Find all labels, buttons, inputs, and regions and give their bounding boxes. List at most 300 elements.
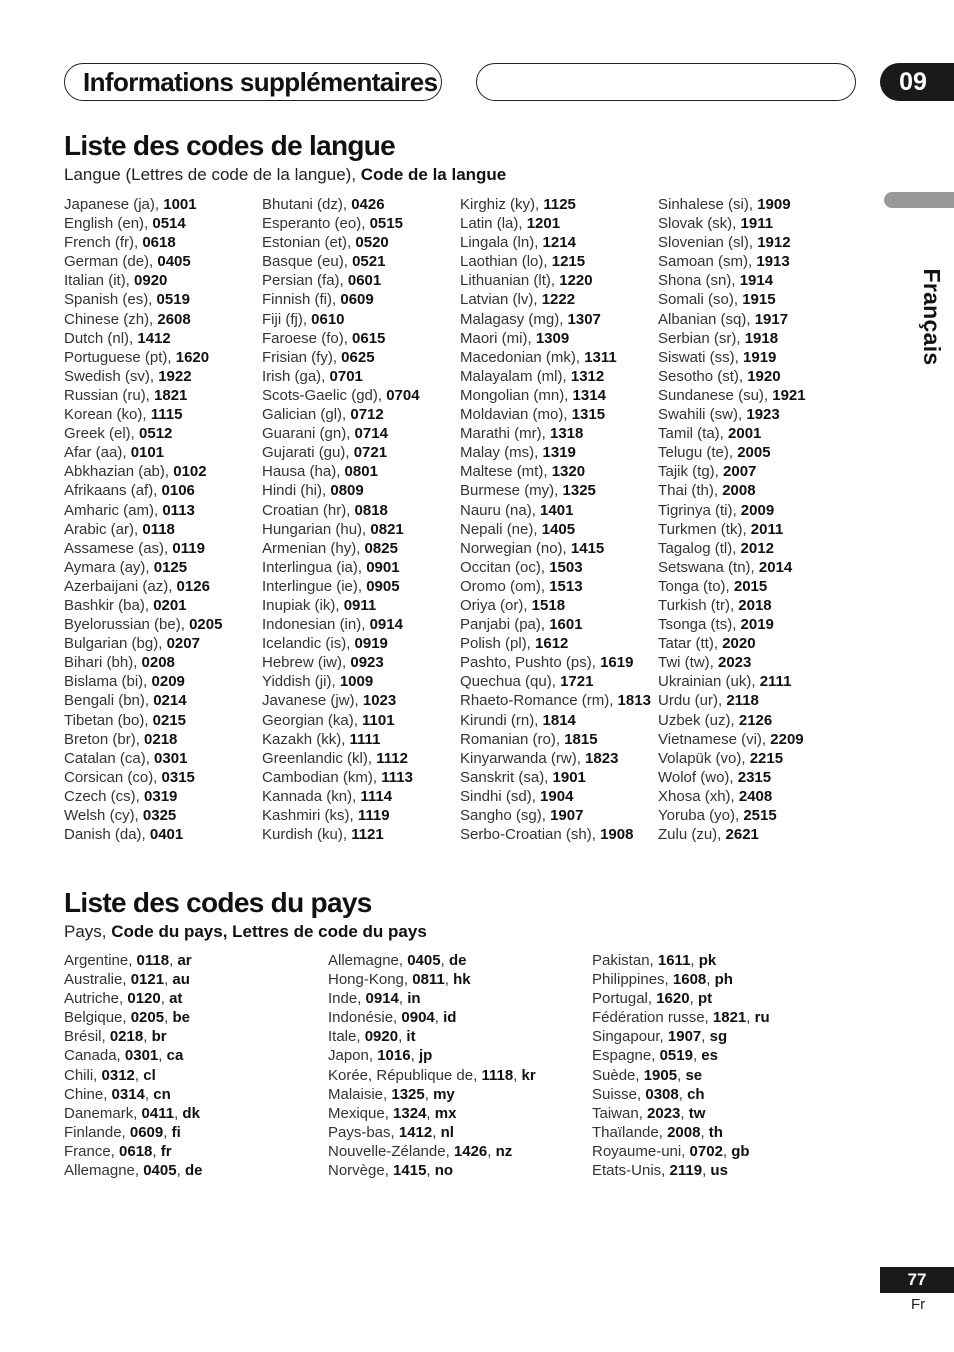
language-code: 1908 — [600, 826, 634, 844]
language-code: 0901 — [366, 558, 400, 576]
language-entry — [262, 367, 420, 386]
language-code: 1513 — [549, 577, 583, 595]
language-code: 0106 — [161, 482, 195, 500]
language-entry — [64, 233, 222, 252]
separator: , — [689, 990, 698, 1008]
country-code: 0811 — [412, 971, 445, 989]
language-name: Persian (fa), — [262, 272, 348, 290]
language-name: Somali (so), — [658, 291, 743, 309]
country-entry — [328, 1123, 536, 1142]
country-letters: de — [184, 1162, 203, 1180]
language-entry — [64, 730, 222, 749]
language-entry — [658, 252, 806, 271]
language-code: 0208 — [141, 654, 175, 672]
language-code: 2215 — [749, 749, 784, 767]
language-entry — [658, 768, 806, 787]
language-code: 2118 — [726, 692, 759, 710]
language-code: 0214 — [153, 692, 187, 710]
language-entry — [460, 596, 651, 615]
language-name: Dutch (nl), — [64, 329, 138, 347]
language-code: 2209 — [770, 730, 804, 748]
country-name: Suisse, — [592, 1085, 646, 1103]
language-subtitle-bold: Code de la langue — [360, 165, 507, 184]
language-name: Oromo (om), — [460, 577, 550, 595]
language-code: 1101 — [362, 711, 395, 729]
country-letters: tw — [688, 1104, 706, 1122]
country-letters: fr — [160, 1142, 172, 1160]
language-name: Pashto, Pushto (ps), — [460, 654, 601, 672]
separator: , — [722, 1142, 732, 1160]
country-letters: ru — [754, 1009, 770, 1027]
country-name: Pakistan, — [592, 952, 658, 969]
language-entry — [460, 424, 651, 443]
language-name: Latin (la), — [460, 215, 527, 233]
language-name: Malagasy (mg), — [460, 310, 568, 328]
language-entry — [460, 271, 651, 290]
language-entry — [64, 787, 222, 806]
country-letters: fi — [171, 1123, 181, 1141]
language-code: 1222 — [541, 291, 576, 309]
language-name: Macedonian (mk), — [460, 348, 585, 366]
language-entry — [64, 672, 222, 691]
language-entry — [262, 634, 420, 653]
country-code: 0314 — [111, 1085, 145, 1103]
language-entry — [460, 290, 651, 309]
language-name: Javanese (jw), — [262, 692, 363, 710]
country-code: 0205 — [130, 1009, 165, 1027]
language-code: 1119 — [357, 807, 390, 824]
language-name: Uzbek (uz), — [658, 711, 739, 729]
language-entry — [262, 271, 420, 290]
language-name: Tonga (to), — [658, 577, 734, 595]
language-entry — [262, 691, 420, 710]
separator: , — [706, 971, 715, 989]
language-name: Inupiak (ik), — [262, 596, 344, 614]
language-entry — [64, 348, 222, 367]
country-code: 0519 — [659, 1047, 693, 1065]
language-entry — [460, 386, 651, 405]
country-name: Royaume-uni, — [592, 1142, 690, 1160]
country-code: 0914 — [365, 990, 399, 1008]
language-code: 1415 — [570, 539, 605, 557]
language-entry — [658, 405, 806, 424]
country-code: 1325 — [391, 1085, 425, 1103]
language-entry — [64, 424, 222, 443]
language-code: 0315 — [161, 768, 195, 786]
language-code: 0521 — [352, 253, 386, 271]
country-entry — [64, 1161, 202, 1180]
country-name: Australie, — [64, 971, 131, 989]
language-entry — [658, 634, 806, 653]
country-letters: ph — [714, 971, 733, 989]
country-entry — [64, 1123, 202, 1142]
language-code: 2001 — [728, 425, 762, 443]
language-subtitle-plain: Langue (Lettres de code de la langue), — [64, 165, 361, 184]
language-name: Sesotho (st), — [658, 367, 748, 385]
language-name: Yiddish (ji), — [262, 673, 340, 691]
language-name: Sindhi (sd), — [460, 787, 541, 805]
language-code: 0209 — [151, 673, 185, 691]
language-code: 0218 — [144, 730, 178, 748]
language-code: 1901 — [552, 768, 586, 786]
language-code: 0201 — [153, 596, 187, 614]
language-code: 1919 — [743, 348, 777, 366]
language-name: Lingala (ln), — [460, 234, 543, 252]
language-entry — [460, 329, 651, 348]
language-entry — [460, 214, 651, 233]
language-entry — [658, 787, 806, 806]
language-entry — [658, 367, 806, 386]
country-name: Chine, — [64, 1085, 112, 1103]
language-name: Serbian (sr), — [658, 329, 745, 347]
language-entry — [658, 214, 806, 233]
country-entry — [328, 1046, 536, 1065]
language-code: 0919 — [354, 635, 388, 653]
language-name: Serbo-Croatian (sh), — [460, 826, 601, 844]
language-code: 1112 — [376, 749, 408, 767]
language-name: Tsonga (ts), — [658, 616, 741, 634]
language-name: Tagalog (tl), — [658, 539, 741, 557]
separator: , — [680, 1104, 689, 1122]
language-entry — [64, 596, 222, 615]
language-code: 1215 — [551, 253, 586, 271]
language-entry — [262, 558, 420, 577]
language-entry — [460, 252, 651, 271]
country-name: Singapour, — [592, 1028, 668, 1046]
country-letters: no — [434, 1162, 454, 1180]
country-name: Etats-Unis, — [592, 1162, 670, 1180]
language-entry — [262, 672, 420, 691]
language-name: Greek (el), — [64, 425, 140, 443]
country-entry — [64, 951, 202, 970]
header-blank-pill — [476, 63, 856, 101]
page-number: 77 — [880, 1267, 954, 1293]
country-code: 0618 — [119, 1142, 153, 1160]
language-entry — [460, 233, 651, 252]
language-entry — [658, 481, 806, 500]
separator: , — [702, 1162, 711, 1180]
country-entry — [328, 970, 536, 989]
language-entry — [658, 749, 806, 768]
language-entry — [262, 310, 420, 329]
language-name: Volapük (vo), — [658, 749, 750, 767]
language-entry — [64, 615, 222, 634]
language-code: 0319 — [144, 787, 178, 805]
separator: , — [152, 1142, 161, 1160]
language-entry — [64, 806, 222, 825]
language-code: 0125 — [153, 558, 188, 576]
country-name: Brésil, — [64, 1028, 110, 1046]
country-letters: us — [710, 1162, 728, 1180]
language-code: 1318 — [550, 425, 584, 443]
language-name: Hungarian (hu), — [262, 520, 371, 538]
language-name: Irish (ga), — [262, 367, 330, 385]
country-code: 1907 — [667, 1028, 702, 1046]
language-name: Indonesian (in), — [262, 616, 370, 634]
language-section-title: Liste des codes de langue — [64, 130, 396, 161]
language-entry — [262, 195, 420, 214]
language-name: Slovenian (sl), — [658, 234, 758, 252]
language-code: 0325 — [142, 807, 177, 824]
country-code: 1611 — [657, 952, 691, 969]
country-letters: my — [433, 1085, 455, 1103]
language-code: 2005 — [737, 444, 771, 462]
language-code: 0301 — [154, 749, 188, 767]
language-column-3 — [460, 195, 651, 844]
country-letters: ch — [687, 1085, 705, 1103]
country-entry — [64, 970, 202, 989]
language-name: Nepali (ne), — [460, 520, 542, 538]
country-entry — [592, 1142, 770, 1161]
language-name: Aymara (ay), — [64, 558, 154, 576]
language-entry — [262, 825, 420, 844]
language-code: 1220 — [559, 272, 593, 290]
language-name: Mongolian (mn), — [460, 386, 573, 404]
language-entry — [64, 711, 222, 730]
language-name: Bashkir (ba), — [64, 596, 154, 614]
country-code: 1620 — [656, 990, 690, 1008]
language-name: Slovak (sk), — [658, 215, 741, 233]
language-entry — [460, 730, 651, 749]
language-entry — [460, 634, 651, 653]
country-letters: be — [172, 1009, 190, 1027]
language-name: Croatian (hr), — [262, 501, 355, 519]
language-code: 0119 — [172, 539, 205, 557]
country-name: Belgique, — [64, 1009, 131, 1027]
language-name: Finnish (fi), — [262, 291, 341, 309]
country-code: 0609 — [129, 1123, 164, 1141]
language-entry — [262, 615, 420, 634]
language-column-2 — [262, 195, 420, 844]
language-entry — [64, 367, 222, 386]
language-name: English (en), — [64, 215, 153, 233]
language-code: 0520 — [355, 234, 389, 252]
separator: , — [163, 1123, 172, 1141]
country-entry — [592, 951, 770, 970]
language-name: Shona (sn), — [658, 272, 740, 290]
country-letters: hk — [453, 971, 471, 989]
language-entry — [460, 501, 651, 520]
language-code: 1325 — [562, 482, 596, 500]
language-entry — [658, 825, 806, 844]
language-entry — [64, 749, 222, 768]
language-name: Azerbaijani (az), — [64, 577, 177, 595]
language-entry — [658, 596, 806, 615]
language-name: Czech (cs), — [64, 787, 145, 805]
language-code: 0126 — [176, 577, 210, 595]
country-name: Allemagne, — [64, 1162, 144, 1180]
language-name: Esperanto (eo), — [262, 215, 370, 233]
language-name: Maltese (mt), — [460, 463, 552, 481]
language-name: Afrikaans (af), — [64, 482, 162, 500]
language-name: Faroese (fo), — [262, 329, 353, 347]
country-entry — [592, 1123, 770, 1142]
language-name: Occitan (oc), — [460, 558, 550, 576]
separator: , — [169, 952, 178, 969]
language-code: 0911 — [343, 596, 377, 614]
country-entry — [592, 989, 770, 1008]
language-name: Hebrew (iw), — [262, 654, 351, 672]
language-entry — [262, 730, 420, 749]
language-name: Sanskrit (sa), — [460, 768, 553, 786]
language-name: Sundanese (su), — [658, 386, 773, 404]
language-name: Russian (ru), — [64, 386, 155, 404]
language-code: 1911 — [740, 215, 774, 233]
language-name: Amharic (am), — [64, 501, 163, 519]
country-entry — [592, 970, 770, 989]
country-name: Portugal, — [592, 990, 657, 1008]
country-letters: nl — [440, 1123, 454, 1141]
country-name: Finlande, — [64, 1123, 130, 1141]
country-entry — [592, 1027, 770, 1046]
language-name: Malayalam (ml), — [460, 367, 571, 385]
language-code: 0809 — [330, 482, 364, 500]
language-entry — [262, 481, 420, 500]
separator: , — [426, 1162, 435, 1180]
language-name: Armenian (hy), — [262, 539, 365, 557]
country-name: Pays-bas, — [328, 1123, 399, 1141]
separator: , — [434, 1009, 444, 1027]
language-name: Basque (eu), — [262, 253, 353, 271]
country-name: Nouvelle-Zélande, — [328, 1142, 454, 1160]
language-code: 0920 — [134, 272, 168, 290]
language-entry — [658, 195, 806, 214]
language-code: 1125 — [543, 196, 576, 213]
language-entry — [64, 462, 222, 481]
language-code: 1909 — [757, 196, 791, 213]
language-code: 0615 — [352, 329, 386, 347]
language-code: 0102 — [173, 463, 207, 481]
language-entry — [64, 443, 222, 462]
language-code: 1115 — [150, 406, 183, 424]
language-entry — [460, 539, 651, 558]
language-code: 0905 — [366, 577, 400, 595]
language-code: 1907 — [550, 807, 584, 824]
country-letters: id — [443, 1009, 457, 1027]
language-name: Bulgarian (bg), — [64, 635, 167, 653]
language-entry — [460, 615, 651, 634]
language-name: Kazakh (kk), — [262, 730, 350, 748]
language-code: 0923 — [350, 654, 384, 672]
separator: , — [176, 1162, 185, 1180]
language-name: Urdu (ur), — [658, 692, 727, 710]
country-name: Korée, République de, — [328, 1066, 482, 1084]
language-name: Swahili (sw), — [658, 406, 747, 424]
language-code: 0426 — [351, 196, 385, 213]
country-code: 1426 — [453, 1142, 488, 1160]
language-name: Guarani (gn), — [262, 425, 355, 443]
language-code: 1111 — [349, 730, 381, 748]
country-code: 0702 — [689, 1142, 723, 1160]
language-code: 1307 — [567, 310, 601, 328]
header-title: Informations supplémentaires — [83, 66, 438, 97]
language-entry — [64, 195, 222, 214]
language-code: 1821 — [154, 386, 188, 404]
separator: , — [746, 1009, 755, 1027]
language-name: Zulu (zu), — [658, 826, 726, 844]
language-name: Thai (th), — [658, 482, 723, 500]
language-name: Yoruba (yo), — [658, 807, 744, 824]
language-name: Sinhalese (si), — [658, 196, 758, 213]
language-column-1 — [64, 195, 222, 844]
separator: , — [690, 952, 699, 969]
language-name: Corsican (co), — [64, 768, 162, 786]
language-code: 1823 — [585, 749, 619, 767]
language-name: Hausa (ha), — [262, 463, 345, 481]
language-entry — [262, 596, 420, 615]
country-name: Autriche, — [64, 990, 128, 1008]
language-entry — [658, 290, 806, 309]
language-entry — [460, 310, 651, 329]
language-code: 0818 — [354, 501, 388, 519]
language-code: 0512 — [139, 425, 173, 443]
country-letters: br — [151, 1028, 167, 1046]
country-code: 1821 — [712, 1009, 747, 1027]
language-entry — [64, 558, 222, 577]
language-name: Cambodian (km), — [262, 768, 382, 786]
language-name: Arabic (ar), — [64, 520, 143, 538]
language-name: Turkmen (tk), — [658, 520, 751, 538]
language-code: 1923 — [746, 406, 780, 424]
language-code: 2126 — [738, 711, 773, 729]
language-code: 0401 — [149, 826, 184, 844]
language-entry — [658, 672, 806, 691]
language-entry — [658, 233, 806, 252]
country-name: Fédération russe, — [592, 1009, 713, 1027]
language-name: Marathi (mr), — [460, 425, 550, 443]
language-name: Welsh (cy), — [64, 807, 143, 824]
country-code: 0405 — [407, 952, 441, 969]
language-name: Laothian (lo), — [460, 253, 552, 271]
language-entry — [460, 520, 651, 539]
country-column-1 — [64, 951, 202, 1180]
language-entry — [262, 214, 420, 233]
country-letters: jp — [418, 1047, 433, 1065]
country-entry — [328, 1085, 536, 1104]
language-entry — [262, 252, 420, 271]
country-subtitle-bold: Code du pays, Lettres de code du pays — [111, 922, 427, 941]
country-code: 1412 — [398, 1123, 433, 1141]
language-code: 2015 — [733, 577, 768, 595]
language-entry — [658, 424, 806, 443]
country-letters: pk — [698, 952, 717, 969]
separator: , — [700, 1123, 709, 1141]
language-name: Estonian (et), — [262, 234, 356, 252]
language-name: Frisian (fy), — [262, 348, 342, 366]
language-entry — [262, 653, 420, 672]
language-entry — [460, 348, 651, 367]
language-entry — [658, 462, 806, 481]
language-name: Romanian (ro), — [460, 730, 565, 748]
language-code: 0825 — [364, 539, 398, 557]
language-name: Sangho (sg), — [460, 807, 551, 824]
language-entry — [658, 310, 806, 329]
language-entry — [64, 577, 222, 596]
separator: , — [678, 1085, 688, 1103]
language-name: Setswana (tn), — [658, 558, 759, 576]
country-name: Espagne, — [592, 1047, 660, 1065]
language-name: Fiji (fj), — [262, 310, 312, 328]
country-column-3 — [592, 951, 770, 1180]
language-code: 1412 — [137, 329, 171, 347]
language-code: 2012 — [740, 539, 774, 557]
language-name: Samoan (sm), — [658, 253, 757, 271]
language-name: Afar (aa), — [64, 444, 131, 462]
language-entry — [64, 768, 222, 787]
language-name: Bihari (bh), — [64, 654, 142, 672]
country-name: Mexique, — [328, 1104, 394, 1122]
language-code: 1914 — [739, 272, 774, 290]
